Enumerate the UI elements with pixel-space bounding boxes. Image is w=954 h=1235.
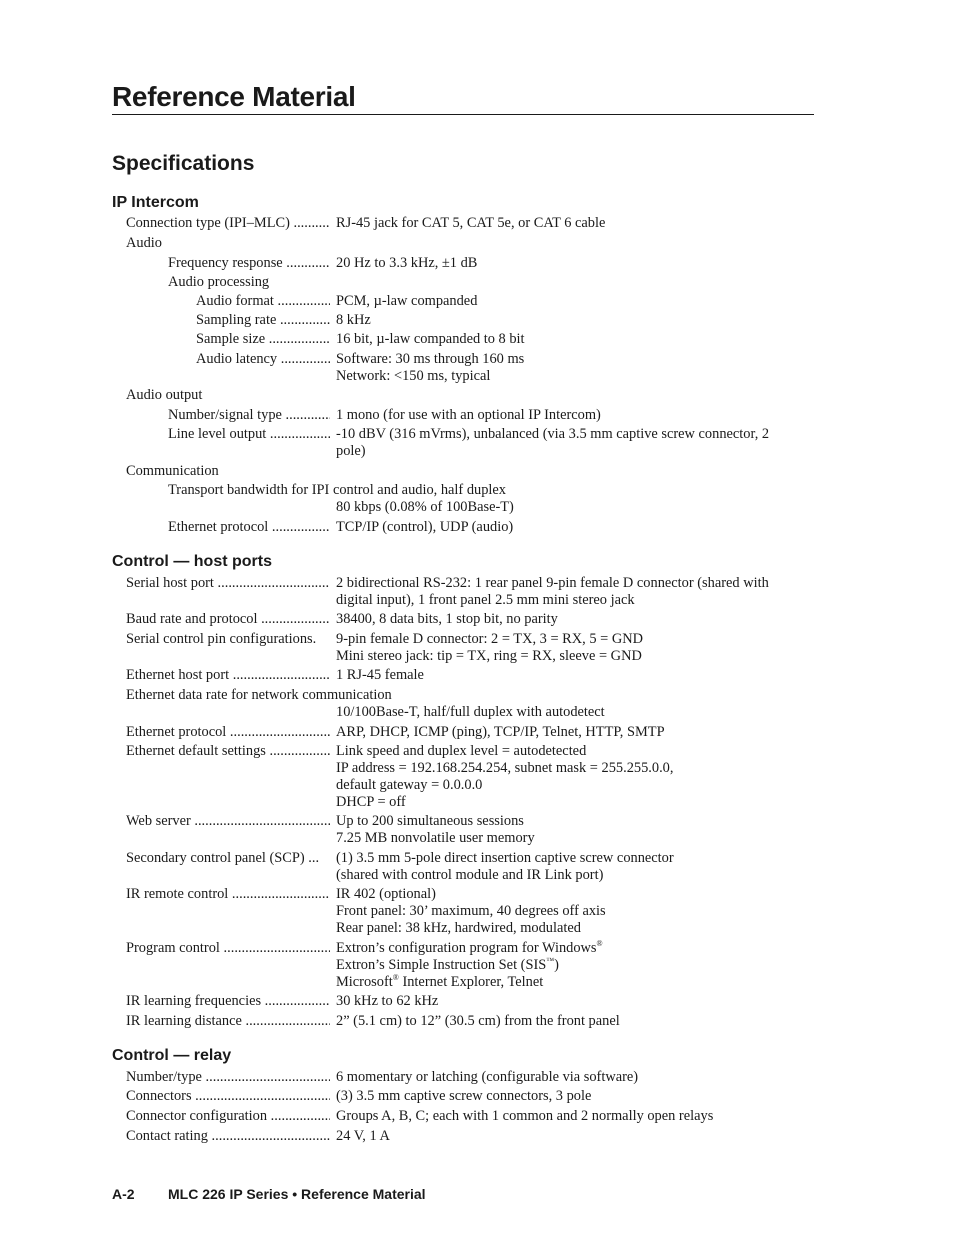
spec-label: Connectors ..... (126, 1088, 330, 1105)
spec-value (336, 215, 796, 232)
spec-label: Serial host port ..... (126, 575, 330, 592)
spec-value (336, 704, 796, 721)
chapter-title: Reference Material (112, 81, 356, 112)
spec-value (336, 1128, 796, 1145)
spec-value (336, 631, 796, 665)
spec-value (336, 1088, 796, 1105)
spec-label: Ethernet protocol ..... (126, 724, 330, 741)
spec-value-line: IP address = 192.168.254.254, subnet mask = 255.255.0.0, (336, 760, 674, 776)
spec-value-line: PCM, µ-law companded (336, 293, 478, 309)
spec-value (336, 351, 796, 385)
spec-label: Communication (126, 463, 219, 479)
spec-value (336, 312, 796, 329)
spec-value-line: Network: <150 ms, typical (336, 368, 491, 384)
spec-value (336, 331, 796, 348)
spec-value-line: ARP, DHCP, ICMP (ping), TCP/IP, Telnet, HTTP, SMTP (336, 724, 665, 740)
spec-label: Sampling rate ..... (196, 312, 330, 329)
spec-label: Number/signal type ..... (168, 407, 330, 424)
spec-value-line: (3) 3.5 mm captive screw connectors, 3 pole (336, 1088, 592, 1104)
spec-label: Secondary control panel (SCP) ... (126, 850, 320, 866)
spec-value-line: 8 kHz (336, 312, 371, 328)
spec-value (336, 886, 796, 937)
spec-value (336, 813, 796, 847)
spec-value-line: Software: 30 ms through 160 ms (336, 351, 525, 367)
spec-label: Web server ..... (126, 813, 330, 830)
spec-value-line: 2 bidirectional RS-232: 1 rear panel 9-pin female D connector (shared with (336, 575, 769, 591)
spec-label: IR learning distance ..... (126, 1013, 330, 1030)
spec-label: Connection type (IPI–MLC) ..... (126, 215, 330, 232)
spec-value (336, 993, 796, 1010)
spec-value-line: 9-pin female D connector: 2 = TX, 3 = RX, 5 = GND (336, 631, 644, 647)
title-rule (112, 114, 814, 115)
spec-value-line: Front panel: 30’ maximum, 40 degrees off axis (336, 903, 606, 919)
host-ports-heading: Control — host ports (112, 553, 272, 570)
spec-value-line: IR 402 (optional) (336, 886, 436, 902)
spec-label: Ethernet host port ..... (126, 667, 330, 684)
trademark-mark: ™ (546, 956, 555, 965)
spec-value-line: 30 kHz to 62 kHz (336, 993, 439, 1009)
spec-value (336, 1013, 796, 1030)
spec-value-line: Groups A, B, C; each with 1 common and 2 normally open relays (336, 1108, 714, 1124)
spec-value (336, 255, 796, 272)
spec-value (336, 667, 796, 684)
spec-value (336, 724, 796, 741)
spec-value (336, 850, 796, 884)
registered-mark: ® (596, 939, 603, 948)
registered-mark: ® (392, 973, 399, 982)
spec-value-line: Mini stereo jack: tip = TX, ring = RX, sleeve = GND (336, 648, 642, 664)
section-title: Specifications (112, 152, 255, 175)
spec-label: Line level output ..... (168, 426, 330, 443)
spec-value-line: TCP/IP (control), UDP (audio) (336, 519, 514, 535)
spec-label: Audio output (126, 387, 203, 403)
spec-value-line (336, 974, 796, 991)
spec-value-line: 38400, 8 data bits, 1 stop bit, no parity (336, 611, 558, 627)
spec-value-line (336, 957, 796, 974)
spec-value-line: RJ-45 jack for CAT 5, CAT 5e, or CAT 6 cable (336, 215, 606, 231)
spec-label: Transport bandwidth for IPI control and audio, half duplex (168, 482, 506, 498)
page-number: A-2 (112, 1186, 135, 1202)
spec-label: Audio latency ..... (196, 351, 330, 368)
spec-value-line: 2” (5.1 cm) to 12” (30.5 cm) from the front panel (336, 1013, 620, 1029)
spec-label: Sample size ..... (196, 331, 330, 348)
spec-label: Connector configuration ..... (126, 1108, 330, 1125)
spec-value (336, 293, 796, 310)
spec-value-text: ) (554, 957, 559, 973)
spec-value (336, 575, 796, 609)
spec-value-line: 1 mono (for use with an optional IP Intercom) (336, 407, 601, 423)
spec-label: Ethernet protocol ..... (168, 519, 330, 536)
spec-value-text: Microsoft (336, 974, 393, 990)
spec-label: Audio processing (168, 274, 270, 290)
spec-value-line: -10 dBV (316 mVrms), unbalanced (via 3.5 mm captive screw connector, 2 (336, 426, 770, 442)
spec-value-line: 80 kbps (0.08% of 100Base-T) (336, 499, 514, 515)
spec-label: Number/type ..... (126, 1069, 330, 1086)
spec-value-line: (1) 3.5 mm 5-pole direct insertion captive screw connector (336, 850, 674, 866)
spec-value (336, 940, 796, 991)
spec-value (336, 743, 796, 811)
footer-text: MLC 226 IP Series • Reference Material (168, 1186, 426, 1202)
spec-value-line: Up to 200 simultaneous sessions (336, 813, 524, 829)
spec-value-line: 20 Hz to 3.3 kHz, ±1 dB (336, 255, 478, 271)
spec-label: Baud rate and protocol ..... (126, 611, 330, 628)
spec-label: Frequency response ..... (168, 255, 330, 272)
spec-value-line: default gateway = 0.0.0.0 (336, 777, 483, 793)
ip-intercom-heading: IP Intercom (112, 194, 199, 211)
spec-value-line: Rear panel: 38 kHz, hardwired, modulated (336, 920, 581, 936)
relay-heading: Control — relay (112, 1047, 232, 1064)
spec-value-line: 24 V, 1 A (336, 1128, 390, 1144)
spec-value-line: DHCP = off (336, 794, 406, 810)
spec-label: Ethernet default settings ..... (126, 743, 330, 760)
spec-value (336, 611, 796, 628)
spec-label: IR remote control ..... (126, 886, 330, 903)
spec-label: Audio (126, 235, 162, 251)
spec-value (336, 407, 796, 424)
spec-value-line: (shared with control module and IR Link port) (336, 867, 604, 883)
spec-label: Program control ..... (126, 940, 330, 957)
spec-value-line (336, 940, 796, 957)
spec-label: Audio format ..... (196, 293, 330, 310)
spec-value-line: digital input), 1 front panel 2.5 mm mini stereo jack (336, 592, 635, 608)
spec-label: Serial control pin configurations. (126, 631, 317, 647)
spec-value (336, 1108, 796, 1125)
spec-value-line: 7.25 MB nonvolatile user memory (336, 830, 535, 846)
spec-value-text: Internet Explorer, Telnet (398, 974, 544, 990)
spec-value-line: 16 bit, µ-law companded to 8 bit (336, 331, 525, 347)
spec-value (336, 426, 796, 460)
spec-value-text: Extron’s Simple Instruction Set (SIS (336, 957, 547, 973)
spec-value-line: 1 RJ-45 female (336, 667, 424, 683)
spec-value-line: pole) (336, 443, 366, 459)
spec-value-line: 6 momentary or latching (configurable via software) (336, 1069, 639, 1085)
spec-value (336, 499, 796, 516)
spec-value-line: 10/100Base-T, half/full duplex with autodetect (336, 704, 605, 720)
spec-label: IR learning frequencies ..... (126, 993, 330, 1010)
spec-label: Ethernet data rate for network communication (126, 687, 392, 703)
spec-value-text: Extron’s configuration program for Windows (336, 940, 597, 956)
spec-label: Contact rating ..... (126, 1128, 330, 1145)
spec-value (336, 519, 796, 536)
spec-value-line: Link speed and duplex level = autodetected (336, 743, 587, 759)
spec-value (336, 1069, 796, 1086)
